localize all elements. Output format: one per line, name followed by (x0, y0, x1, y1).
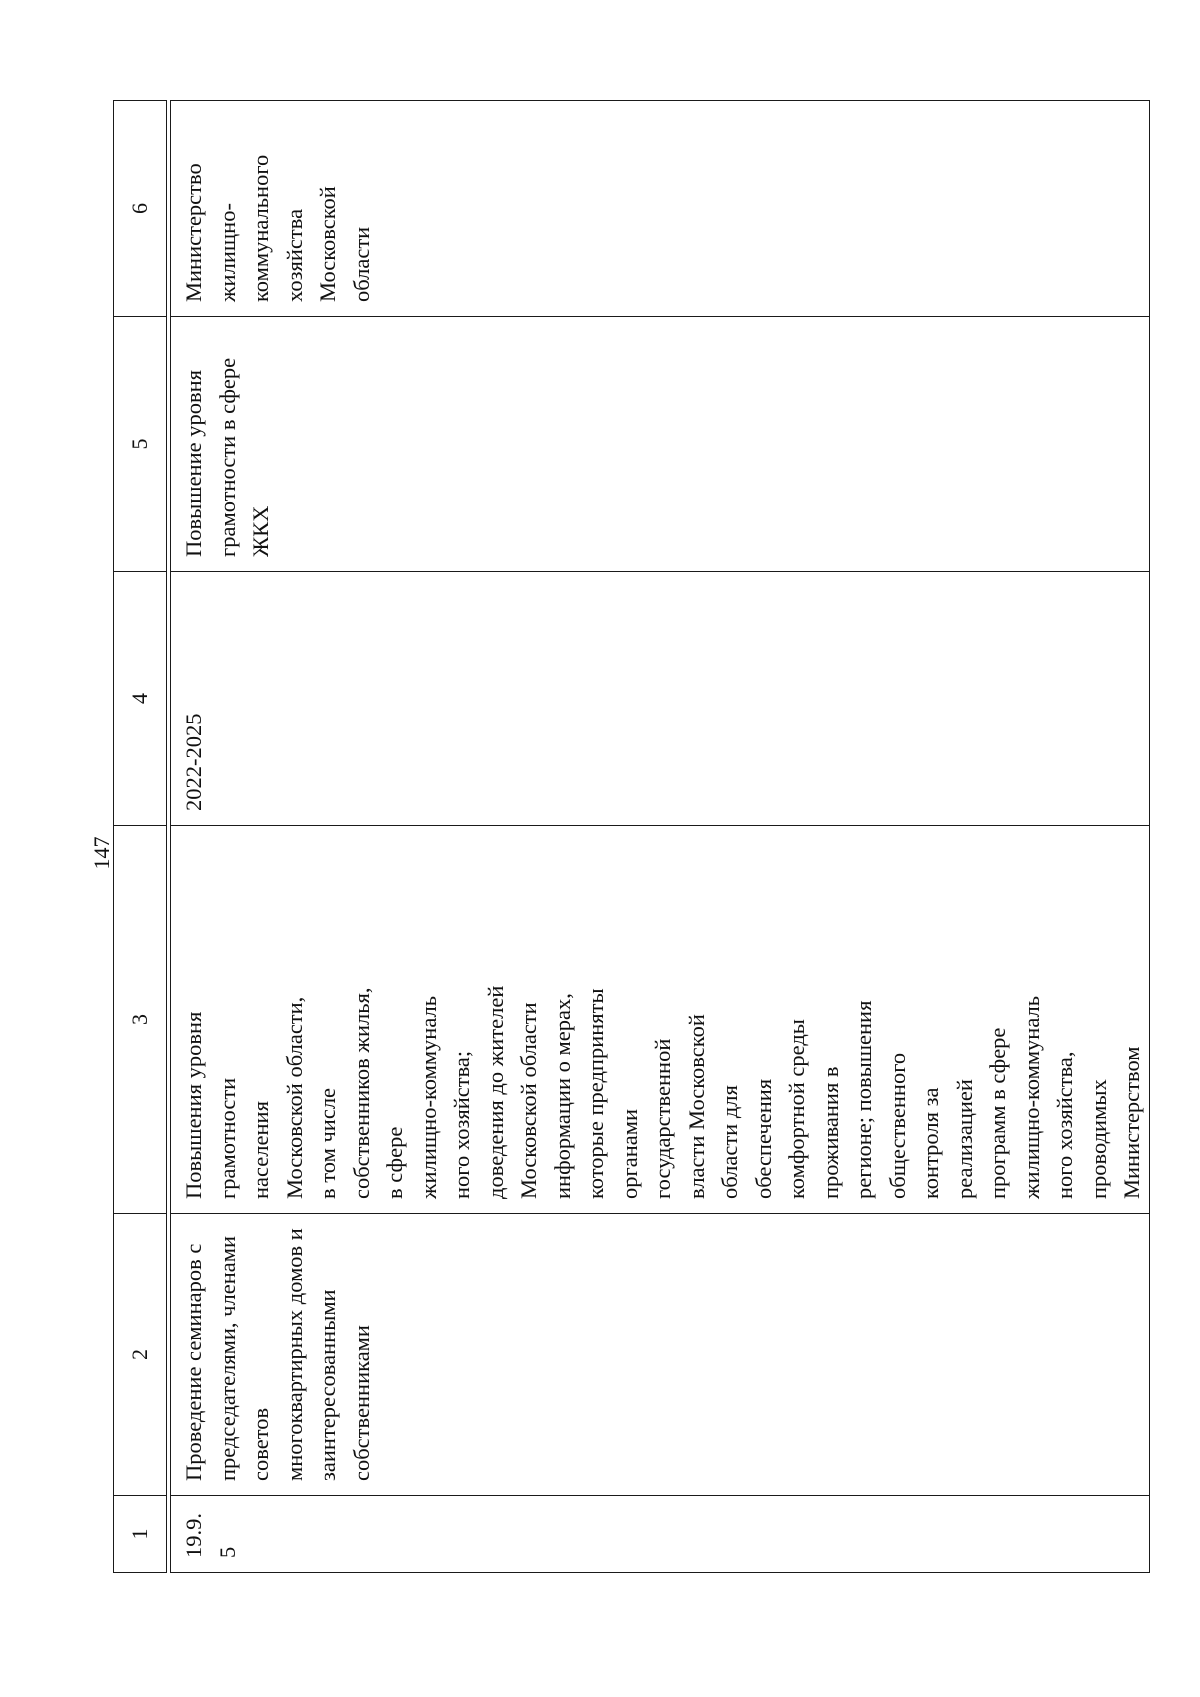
goal-text: Повышения уровня грамотности населения Московской области, в том числе собственников жилья, в сфере жилищно-коммуналь ного хозяйства; доведения до жителей Московской области информации о мерах, которые предприняты органами государственной власти Московской области для обеспечения комфортной среды проживания в регионе; повышения общественного контроля за реализацией программ в сфере жилищно-коммуналь ного хозяйства, проводимых Министерством (181, 985, 1144, 1199)
row-number: 19.9.5 (181, 1513, 240, 1558)
executor-text: Министерство жилищно-коммунального хозяйства Московской области (181, 154, 374, 302)
result-cell (171, 317, 1150, 572)
document-table (113, 100, 1150, 1573)
period-text: 2022-2025 (181, 713, 206, 811)
action-cell (171, 1214, 1150, 1496)
result-text: Повышение уровня грамотности в сфере ЖКХ (181, 357, 273, 557)
header-cell-6: 6 (114, 101, 167, 317)
document-table-rotated (113, 101, 1144, 1573)
document-table-wrapper (113, 101, 1144, 1573)
page-number: 147 (89, 836, 114, 870)
row-number-cell (171, 1496, 1150, 1573)
header-cell-4: 4 (114, 572, 167, 826)
header-cell-1: 1 (114, 1496, 167, 1573)
action-text: Проведение семинаров с председателями, членами советов многоквартирных домов и заинтересованными собственниками (181, 1228, 374, 1481)
table-row (171, 101, 1150, 1573)
goal-cell (171, 826, 1150, 1214)
header-cell-2: 2 (114, 1214, 167, 1496)
header-cell-5: 5 (114, 317, 167, 572)
header-cell-3: 3 (114, 826, 167, 1214)
table-header-row (114, 101, 167, 1573)
executor-cell (171, 101, 1150, 317)
period-cell (171, 572, 1150, 826)
